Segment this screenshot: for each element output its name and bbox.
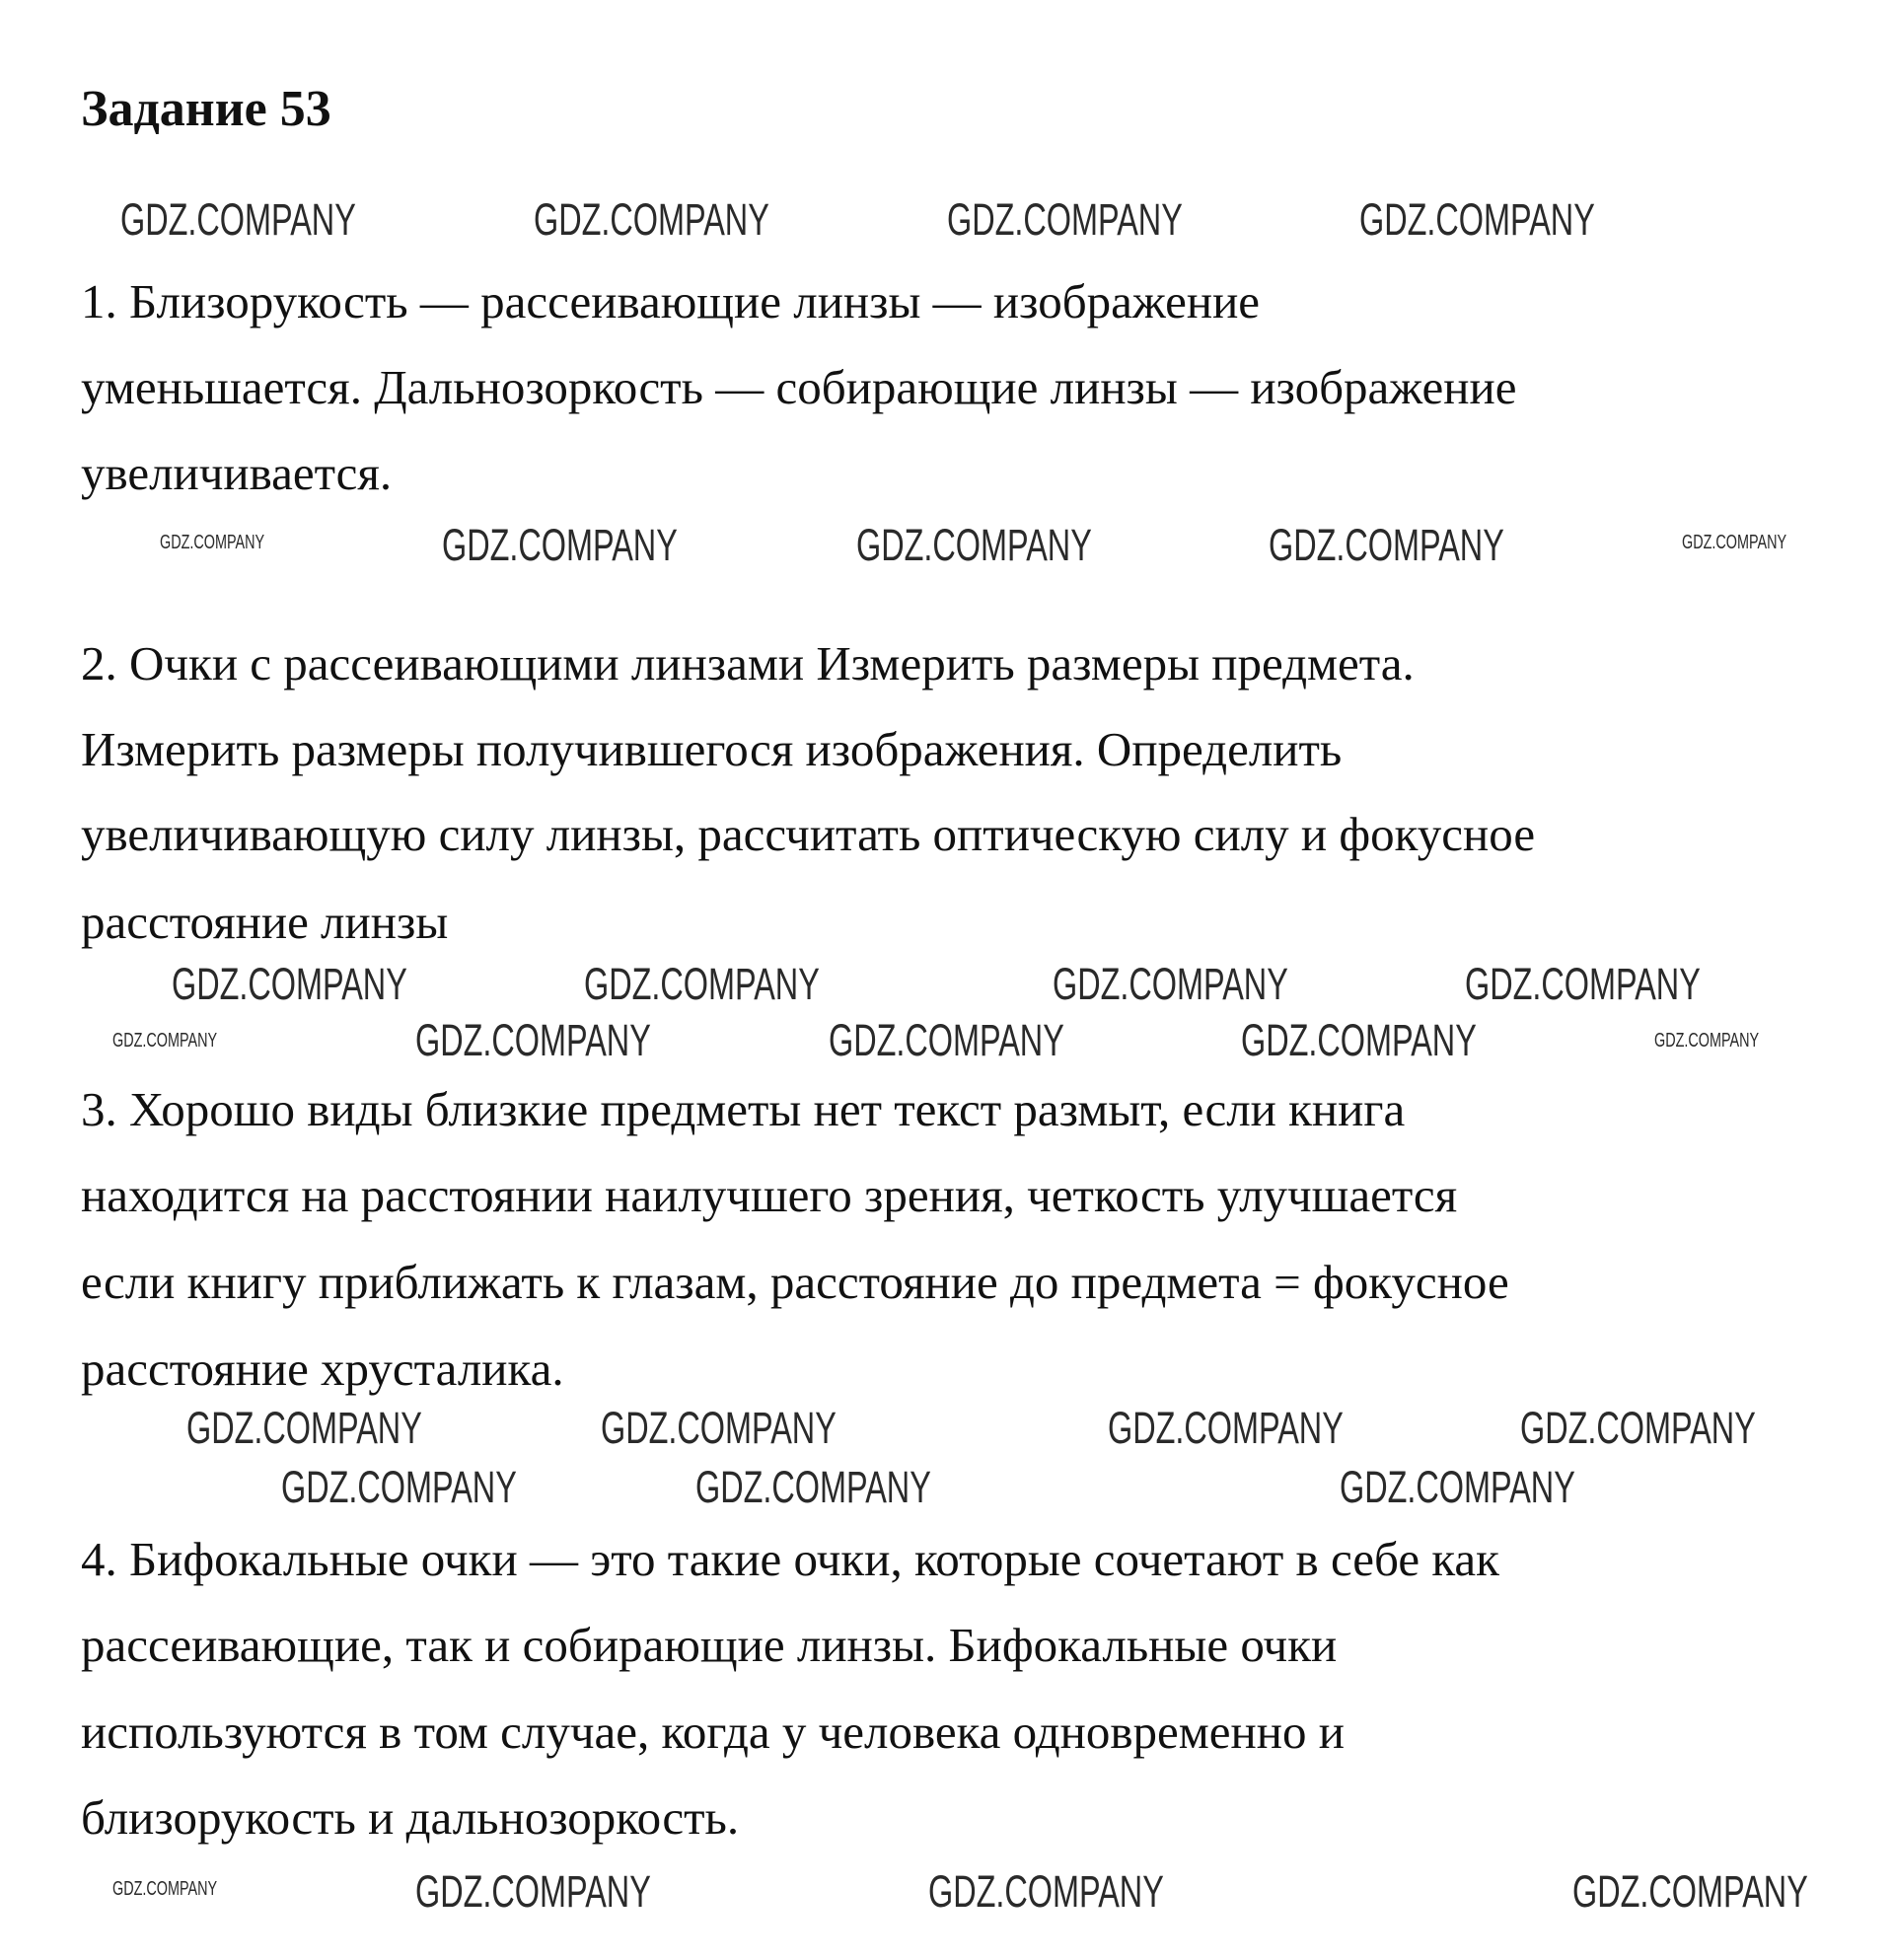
page-title: Задание 53 — [81, 81, 331, 137]
watermark: GDZ.COMPANY — [415, 1015, 651, 1065]
watermark: GDZ.COMPANY — [601, 1403, 837, 1453]
watermark: GDZ.COMPANY — [584, 959, 820, 1009]
watermark: GDZ.COMPANY — [1340, 1462, 1575, 1512]
watermark: GDZ.COMPANY — [442, 520, 678, 570]
watermark: GDZ.COMPANY — [1359, 194, 1595, 245]
paragraph-3-line: находится на расстоянии наилучшего зрения, четкость улучшается — [81, 1168, 1458, 1222]
watermark: GDZ.COMPANY — [186, 1403, 422, 1453]
paragraph-2-line: Измерить размеры получившегося изображения. Определить — [81, 722, 1343, 776]
watermark: GDZ.COMPANY — [172, 959, 407, 1009]
watermark: GDZ.COMPANY — [1654, 1030, 1760, 1052]
watermark: GDZ.COMPANY — [1269, 520, 1504, 570]
paragraph-2-line: 2. Очки с рассеивающими линзами Измерить размеры предмета. — [81, 636, 1415, 690]
paragraph-1-line: уменьшается. Дальнозоркость — собирающие линзы — изображение — [81, 360, 1517, 414]
paragraph-3-line: если книгу приближать к глазам, расстояние до предмета = фокусное — [81, 1255, 1509, 1309]
watermark: GDZ.COMPANY — [928, 1866, 1164, 1917]
paragraph-2-line: расстояние линзы — [81, 895, 449, 949]
paragraph-4-line: близорукость и дальнозоркость. — [81, 1790, 740, 1845]
paragraph-3-line: расстояние хрусталика. — [81, 1342, 564, 1396]
paragraph-1-line: 1. Близорукость — рассеивающие линзы — изображение — [81, 274, 1261, 328]
paragraph-4-line: используются в том случае, когда у человека одновременно и — [81, 1705, 1345, 1759]
paragraph-1-line: увеличивается. — [81, 446, 393, 500]
paragraph-2-line: увеличивающую силу линзы, рассчитать оптическую силу и фокусное — [81, 807, 1536, 861]
watermark: GDZ.COMPANY — [947, 194, 1183, 245]
watermark: GDZ.COMPANY — [1053, 959, 1288, 1009]
watermark: GDZ.COMPANY — [120, 194, 356, 245]
watermark: GDZ.COMPANY — [856, 520, 1092, 570]
watermark: GDZ.COMPANY — [829, 1015, 1064, 1065]
watermark: GDZ.COMPANY — [534, 194, 769, 245]
watermark: GDZ.COMPANY — [112, 1878, 218, 1900]
watermark: GDZ.COMPANY — [160, 532, 265, 553]
watermark: GDZ.COMPANY — [1520, 1403, 1756, 1453]
watermark: GDZ.COMPANY — [1682, 532, 1787, 553]
watermark: GDZ.COMPANY — [1108, 1403, 1344, 1453]
paragraph-4-line: 4. Бифокальные очки — это такие очки, которые сочетают в себе как — [81, 1532, 1499, 1586]
watermark: GDZ.COMPANY — [695, 1462, 931, 1512]
watermark: GDZ.COMPANY — [112, 1030, 218, 1052]
watermark: GDZ.COMPANY — [415, 1866, 651, 1917]
watermark: GDZ.COMPANY — [281, 1462, 517, 1512]
paragraph-3-line: 3. Хорошо виды близкие предметы нет текст размыт, если книга — [81, 1082, 1406, 1136]
paragraph-4-line: рассеивающие, так и собирающие линзы. Бифокальные очки — [81, 1618, 1338, 1672]
watermark: GDZ.COMPANY — [1241, 1015, 1477, 1065]
watermark: GDZ.COMPANY — [1572, 1866, 1808, 1917]
watermark: GDZ.COMPANY — [1465, 959, 1701, 1009]
